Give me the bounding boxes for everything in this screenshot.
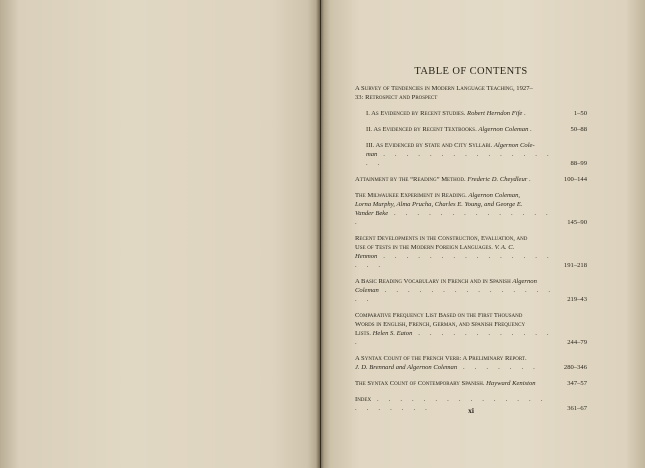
toc-entry — [355, 125, 587, 134]
entry-title: II. As Evidenced by Recent Textbooks. — [366, 126, 477, 133]
leader-dots: . . . . . . . . . . . . . — [355, 330, 553, 346]
toc-entry — [355, 354, 587, 372]
entry-title: A Syntax Count of the French Verb: A Preliminary Report. — [355, 355, 527, 362]
entry-author: Algernon Coleman — [478, 126, 529, 133]
toc-entry — [355, 84, 587, 102]
entry-page: 219–43 — [567, 296, 587, 303]
page-number: xi — [468, 406, 474, 415]
entry-author: J. D. Brennard and Algernon Coleman — [355, 364, 458, 371]
leader-dots: . . . . . . . — [457, 364, 540, 371]
entry-title-cont: 33: Retrospect and Prospect — [355, 94, 438, 101]
entry-title-cont: Words in English, French, German, and Spanish Frequency — [355, 321, 526, 328]
leader-dots: . . . . . . . . . . . . . . . . . — [355, 287, 555, 303]
entry-page: 50–88 — [570, 126, 587, 133]
entry-page: 280–346 — [563, 364, 587, 371]
entry-author: Hayward Keniston — [486, 380, 536, 387]
entry-author: Algernon Cole- — [493, 142, 535, 149]
leader-dots: . — [530, 126, 536, 133]
entry-page: 88–99 — [570, 160, 587, 167]
toc-title: TABLE OF CONTENTS — [414, 66, 528, 77]
toc-entry — [355, 141, 587, 168]
toc-entry — [355, 379, 587, 388]
entry-title: A Survey of Tendencies in Modern Language Teaching, 1927– — [355, 85, 533, 92]
left-page — [0, 0, 320, 468]
toc-entry — [355, 311, 587, 347]
entry-page: 361–67 — [567, 405, 587, 412]
entry-author-cont: Lorna Murphy, Alma Prucha, Charles E. Young, and George E. — [355, 201, 523, 208]
leader-dots: . . . . . . . . . . . . . . . — [355, 210, 552, 226]
toc-entry — [355, 234, 587, 270]
entry-title: Attainment by the “Reading” Method. — [355, 176, 466, 183]
leader-dots: . — [528, 176, 535, 183]
entry-author-cont: Coleman — [355, 287, 379, 294]
entry-title: A Basic Reading Vocabulary in French and in Spanish — [355, 278, 511, 285]
entry-page: 100–144 — [563, 176, 587, 183]
toc-entry — [355, 277, 587, 304]
entry-title: III. As Evidenced by State and City Syllabi. — [366, 142, 493, 149]
leader-dots: . . . . . . . . . . . . . . . . . — [366, 151, 553, 167]
book-gutter — [316, 0, 324, 468]
entry-author: Algernon — [512, 278, 537, 285]
entry-page: 191–218 — [563, 262, 587, 269]
entry-author-cont: Henmon — [355, 253, 378, 260]
entry-title-cont: Lists. — [355, 330, 371, 337]
entry-author-cont: man — [366, 151, 378, 158]
entry-title-cont: Use of Tests in the Modern Foreign Languages. — [355, 244, 493, 251]
entry-title: I. As Evidenced by Recent Studies. — [366, 110, 466, 117]
toc-entry — [355, 175, 587, 184]
leader-dots: . . . . . . . . . . . . . . . . . . — [355, 253, 553, 269]
entry-page: 244–79 — [567, 339, 587, 346]
entry-author: Frederic D. Cheydleur — [467, 176, 528, 183]
entry-title: The Syntax Count of Contemporary Spanish. — [355, 380, 485, 387]
leader-dots: . — [524, 110, 530, 117]
entry-title: Recent Developments in the Construction, Evaluation, and — [355, 235, 528, 242]
entry-author: V. A. C. — [494, 244, 515, 251]
toc-entry — [355, 109, 587, 118]
toc-entry — [355, 191, 587, 227]
entry-author-cont: Vander Beke — [355, 210, 389, 217]
entry-title: The Milwaukee Experiment in Reading. — [355, 192, 467, 199]
leader-dots: . . . . . . . . . . . . . . . . . . . . . . — [355, 396, 547, 412]
entry-page: 145–90 — [567, 219, 587, 226]
entry-author: Robert Herndon Fife — [467, 110, 523, 117]
entry-author: Helen S. Eaton — [372, 330, 413, 337]
entry-page: 1–50 — [573, 110, 587, 117]
entry-title: Index — [355, 396, 372, 403]
entry-page: 347–57 — [567, 380, 587, 387]
toc-list — [355, 84, 587, 420]
entry-title: Comparative Frequency List Based on the First Thousand — [355, 312, 523, 319]
entry-author: Algernon Coleman, — [468, 192, 521, 199]
